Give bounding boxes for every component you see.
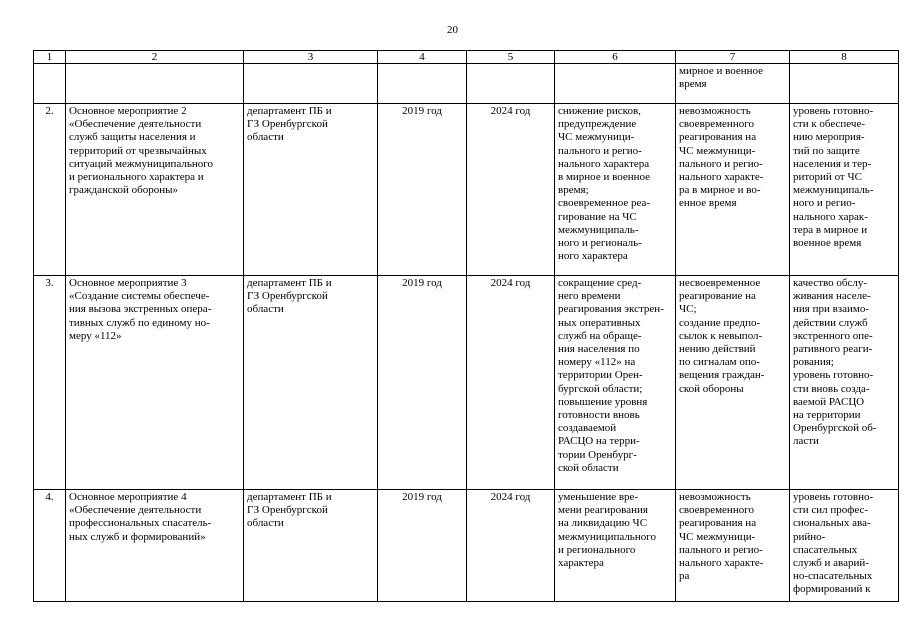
cell-result: снижение рисков, предупреждение ЧС межмуници- пального и регио- нального характера в мирное и военное время; своевременное реа- гирование на ЧС межмуниципаль- ного и региональ- ного характера [555,104,676,276]
cell-empty [244,64,378,104]
cell-start: 2019 год [378,490,467,602]
cell-start: 2019 год [378,104,467,276]
cell-event: Основное мероприятие 2 «Обеспечение деятельности служб защиты населения и территорий от чрезвычайных ситуаций межмуниципального и регионального характера и гражданской обороны» [66,104,244,276]
continuation-row [34,64,899,104]
cell-event: Основное мероприятие 4 «Обеспечение деятельности профессиональных спасатель- ных служб и формирований» [66,490,244,602]
cell-consequences: невозможность своевременного реагирования на ЧС межмуници- пального и регио- нального характе- ра [676,490,790,602]
cell-executor: департамент ПБ и ГЗ Оренбургской области [244,490,378,602]
cell-empty [34,64,66,104]
cell-empty [555,64,676,104]
cell-empty [467,64,555,104]
table-row [34,490,899,602]
column-number: 7 [676,51,790,64]
cell-empty [66,64,244,104]
table-row [34,276,899,490]
cell-number: 4. [34,490,66,602]
cell-end: 2024 год [467,104,555,276]
column-number-row [34,51,899,64]
cell-start: 2019 год [378,276,467,490]
column-number: 3 [244,51,378,64]
cell-executor: департамент ПБ и ГЗ Оренбургской области [244,276,378,490]
cell-result: сокращение сред- него времени реагирования экстрен- ных оперативных служб на обраще- ния населения по номеру «112» на территории Орен- бургской области; повышение уровня готовности вновь создаваемой РАСЦО на терри- тории Оренбург- ской области [555,276,676,490]
cell-empty [790,64,899,104]
column-number: 4 [378,51,467,64]
cell-indicator: уровень готовно- сти к обеспече- нию мероприя- тий по защите населения и тер- риторий от ЧС межмуниципаль- ного и регио- нального харак- тера в мирное и военное время [790,104,899,276]
cell-number: 2. [34,104,66,276]
page-number: 20 [447,24,458,36]
column-number: 5 [467,51,555,64]
column-number: 1 [34,51,66,64]
table-row [34,104,899,276]
cell-indicator: качество обслу- живания населе- ния при взаимо- действии служб экстренного опе- ративного реаги- рования; уровень готовно- сти вновь созда- ваемой РАСЦО на территории Оренбургской об- ласти [790,276,899,490]
column-number: 8 [790,51,899,64]
cell-event: Основное мероприятие 3 «Создание системы обеспече- ния вызова экстренных опера- тивных служб по единому но- меру «112» [66,276,244,490]
program-events-table [33,50,899,602]
cell-consequences: невозможность своевременного реагирования на ЧС межмуници- пального и регио- нального характе- ра в мирное и во- енное время [676,104,790,276]
column-number: 2 [66,51,244,64]
cell-consequences: несвоевременное реагирование на ЧС; создание предпо- сылок к невыпол- нению действий по сигналам опо- вещения граждан- ской обороны [676,276,790,490]
cell-end: 2024 год [467,490,555,602]
column-number: 6 [555,51,676,64]
cell-indicator: уровень готовно- сти сил профес- сиональных ава- рийно- спасательных служб и аварий- но-спасательных формирований к [790,490,899,602]
cell-result: уменьшение вре- мени реагирования на ликвидацию ЧС межмуниципального и регионального характера [555,490,676,602]
cell-executor: департамент ПБ и ГЗ Оренбургской области [244,104,378,276]
cell-number: 3. [34,276,66,490]
cell-consequences: мирное и военное время [676,64,790,104]
cell-end: 2024 год [467,276,555,490]
cell-empty [378,64,467,104]
